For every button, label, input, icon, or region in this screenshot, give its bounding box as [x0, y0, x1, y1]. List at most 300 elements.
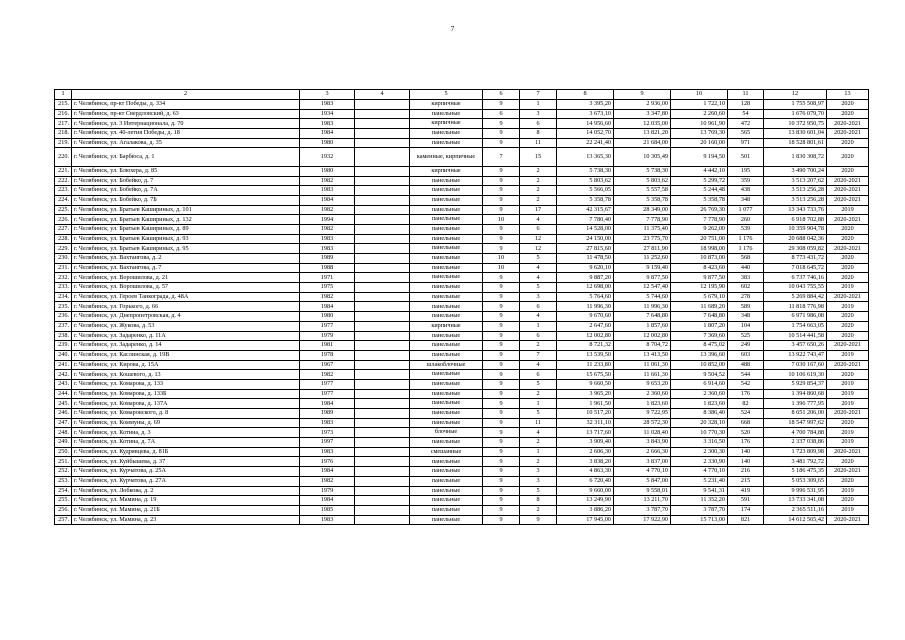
cell-total-area: 5 358,78 [557, 195, 614, 205]
cell-repair-cost: 10 372 950,75 [764, 119, 827, 129]
cell-reconstruction-year [355, 486, 410, 496]
cell-entrances: 6 [520, 302, 557, 312]
table-row [55, 186, 869, 196]
cell-row-number: 224. [55, 195, 72, 205]
table-row [55, 215, 869, 225]
cell-floors: 9 [483, 166, 520, 176]
cell-residential-area-owned: 9 541,31 [671, 486, 728, 496]
cell-address: г. Челябинск, ул. Кудрявцева, д. 81Б [72, 447, 300, 457]
cell-total-area: 13 249,90 [557, 496, 614, 506]
cell-residential-area: 2 666,30 [614, 447, 671, 457]
table-row [55, 360, 869, 370]
cell-residential-area: 3 843,90 [614, 438, 671, 448]
cell-total-area: 8 721,32 [557, 341, 614, 351]
cell-residential-area-owned: 4 770,10 [671, 467, 728, 477]
cell-address: г. Челябинск, ул. Днепропетровская, д. 4 [72, 312, 300, 322]
cell-repair-cost: 5 269 884,42 [764, 292, 827, 302]
cell-total-area: 42 315,67 [557, 205, 614, 215]
cell-residential-area: 1 823,60 [614, 399, 671, 409]
cell-row-number: 226. [55, 215, 72, 225]
cell-residential-area: 5 847,00 [614, 476, 671, 486]
cell-row-number: 245. [55, 399, 72, 409]
cell-residents: 348 [728, 195, 764, 205]
cell-row-number: 252. [55, 467, 72, 477]
cell-total-area: 11 996,30 [557, 302, 614, 312]
cell-residential-area-owned: 1 722,10 [671, 100, 728, 110]
cell-residents: 54 [728, 109, 764, 119]
cell-repair-cost: 1 676 079,70 [764, 109, 827, 119]
cell-address: г. Челябинск, ул. Коммуны, д. 69 [72, 418, 300, 428]
cell-residential-area: 11 375,40 [614, 224, 671, 234]
cell-address: г. Челябинск, ул. Комаровского, д. 8 [72, 409, 300, 419]
cell-residential-area-owned: 10 852,00 [671, 360, 728, 370]
cell-wall-material: панельные [410, 399, 483, 409]
cell-total-area: 32 311,10 [557, 418, 614, 428]
cell-total-area: 6 720,40 [557, 476, 614, 486]
cell-address: г. Челябинск, ул. Мамина, д. 21Б [72, 505, 300, 515]
cell-commission-year: 1971 [300, 273, 355, 283]
cell-floors: 9 [483, 438, 520, 448]
table-body [55, 100, 869, 525]
table-row [55, 176, 869, 186]
cell-repair-cost: 14 612 565,42 [764, 515, 827, 525]
cell-residents: 176 [728, 389, 764, 399]
cell-repair-cost: 5 929 854,37 [764, 379, 827, 389]
cell-planned-period: 2020-2021 [827, 360, 869, 370]
cell-planned-period: 2020 [827, 496, 869, 506]
cell-commission-year: 1934 [300, 109, 355, 119]
cell-residential-area: 9 558,01 [614, 486, 671, 496]
table-row [55, 166, 869, 176]
cell-entrances: 3 [520, 292, 557, 302]
cell-total-area: 9 620,10 [557, 263, 614, 273]
cell-residential-area-owned: 13 396,60 [671, 350, 728, 360]
cell-residential-area-owned: 20 160,00 [671, 138, 728, 148]
cell-address: г. Челябинск, ул. Курчатова, д. 27А [72, 476, 300, 486]
cell-floors: 9 [483, 457, 520, 467]
cell-address: г. Челябинск, ул. Братьев Кашириных, д. 93 [72, 234, 300, 244]
cell-commission-year: 1981 [300, 341, 355, 351]
column-header-10: 10 [671, 90, 728, 100]
cell-wall-material: кирпичные [410, 321, 483, 331]
column-number-row [55, 90, 869, 100]
cell-reconstruction-year [355, 292, 410, 302]
cell-floors: 9 [483, 428, 520, 438]
cell-repair-cost: 1 830 308,72 [764, 148, 827, 166]
cell-commission-year: 1983 [300, 515, 355, 525]
cell-reconstruction-year [355, 186, 410, 196]
cell-planned-period: 2020 [827, 254, 869, 264]
cell-entrances: 9 [520, 515, 557, 525]
table-row [55, 302, 869, 312]
cell-total-area: 17 945,00 [557, 515, 614, 525]
cell-residential-area-owned: 5 231,40 [671, 476, 728, 486]
cell-row-number: 241. [55, 360, 72, 370]
cell-planned-period: 2020 [827, 457, 869, 467]
cell-wall-material: кирпичные [410, 166, 483, 176]
cell-wall-material: панельные [410, 505, 483, 515]
cell-floors: 9 [483, 195, 520, 205]
table-row [55, 138, 869, 148]
cell-floors: 9 [483, 496, 520, 506]
cell-address: г. Челябинск, ул. Братьев Кашириных, д. 132 [72, 215, 300, 225]
cell-entrances: 5 [520, 379, 557, 389]
cell-commission-year: 1982 [300, 176, 355, 186]
cell-total-area: 5 764,60 [557, 292, 614, 302]
cell-residential-area: 13 821,20 [614, 129, 671, 139]
cell-commission-year: 1984 [300, 195, 355, 205]
cell-floors: 7 [483, 148, 520, 166]
cell-residents: 82 [728, 399, 764, 409]
cell-total-area: 2 647,60 [557, 321, 614, 331]
cell-wall-material: панельные [410, 263, 483, 273]
cell-residential-area-owned: 3 787,70 [671, 505, 728, 515]
cell-residential-area: 8 704,72 [614, 341, 671, 351]
cell-planned-period: 2019 [827, 302, 869, 312]
cell-residential-area-owned: 10 961,90 [671, 119, 728, 129]
cell-residential-area-owned: 10 873,00 [671, 254, 728, 264]
column-header-2: 2 [72, 90, 300, 100]
cell-planned-period: 2020-2021 [827, 176, 869, 186]
cell-commission-year: 1932 [300, 148, 355, 166]
cell-entrances: 8 [520, 496, 557, 506]
column-header-13: 13 [827, 90, 869, 100]
cell-total-area: 13 539,50 [557, 350, 614, 360]
cell-wall-material: панельные [410, 486, 483, 496]
cell-reconstruction-year [355, 467, 410, 477]
cell-repair-cost: 5 186 475,35 [764, 467, 827, 477]
cell-residents: 821 [728, 515, 764, 525]
cell-repair-cost: 3 490 700,24 [764, 166, 827, 176]
cell-total-area: 22 241,40 [557, 138, 614, 148]
cell-reconstruction-year [355, 215, 410, 225]
table-row [55, 467, 869, 477]
cell-wall-material: панельные [410, 254, 483, 264]
cell-wall-material: панельные [410, 496, 483, 506]
cell-repair-cost: 7 030 167,60 [764, 360, 827, 370]
cell-entrances: 12 [520, 234, 557, 244]
cell-total-area: 3 965,20 [557, 389, 614, 399]
cell-entrances: 3 [520, 467, 557, 477]
cell-reconstruction-year [355, 350, 410, 360]
cell-repair-cost: 29 308 059,82 [764, 244, 827, 254]
cell-floors: 9 [483, 360, 520, 370]
cell-commission-year: 1977 [300, 389, 355, 399]
cell-wall-material: панельные [410, 205, 483, 215]
cell-row-number: 227. [55, 224, 72, 234]
cell-residents: 216 [728, 467, 764, 477]
cell-entrances: 4 [520, 312, 557, 322]
cell-repair-cost: 9 996 531,95 [764, 486, 827, 496]
cell-residential-area-owned: 2 300,30 [671, 447, 728, 457]
cell-row-number: 217. [55, 119, 72, 129]
cell-residential-area-owned: 6 914,60 [671, 379, 728, 389]
cell-repair-cost: 8 773 431,72 [764, 254, 827, 264]
cell-planned-period: 2020-2021 [827, 515, 869, 525]
table-row [55, 224, 869, 234]
cell-residential-area: 27 811,90 [614, 244, 671, 254]
cell-address: г. Челябинск, ул. Кирова, д. 15А [72, 360, 300, 370]
column-header-11: 11 [728, 90, 764, 100]
cell-repair-cost: 4 700 784,88 [764, 428, 827, 438]
cell-commission-year: 1983 [300, 234, 355, 244]
cell-row-number: 250. [55, 447, 72, 457]
cell-row-number: 233. [55, 283, 72, 293]
cell-entrances: 3 [520, 476, 557, 486]
table-row [55, 292, 869, 302]
cell-row-number: 238. [55, 331, 72, 341]
cell-repair-cost: 1 396 777,95 [764, 399, 827, 409]
cell-residential-area: 10 305,49 [614, 148, 671, 166]
table-row [55, 119, 869, 129]
cell-row-number: 223. [55, 186, 72, 196]
cell-commission-year: 1983 [300, 119, 355, 129]
cell-repair-cost: 8 651 206,00 [764, 409, 827, 419]
cell-wall-material: панельные [410, 331, 483, 341]
cell-entrances: 5 [520, 409, 557, 419]
cell-residential-area-owned: 8 386,40 [671, 409, 728, 419]
cell-residential-area: 12 035,00 [614, 119, 671, 129]
cell-repair-cost: 6 971 986,08 [764, 312, 827, 322]
cell-wall-material: панельные [410, 370, 483, 380]
cell-commission-year: 1983 [300, 186, 355, 196]
cell-residential-area: 9 159,40 [614, 263, 671, 273]
cell-entrances: 2 [520, 186, 557, 196]
cell-wall-material: кирпичные [410, 100, 483, 110]
cell-planned-period: 2020 [827, 224, 869, 234]
table-row [55, 447, 869, 457]
housing-register-table [54, 89, 869, 525]
cell-reconstruction-year [355, 244, 410, 254]
cell-residential-area-owned: 9 262,00 [671, 224, 728, 234]
cell-wall-material: панельные [410, 215, 483, 225]
cell-address: г. Челябинск, ул. Комарова, д. 133Б [72, 389, 300, 399]
cell-wall-material: панельные [410, 409, 483, 419]
cell-repair-cost: 1 394 860,68 [764, 389, 827, 399]
cell-row-number: 244. [55, 389, 72, 399]
cell-wall-material: панельные [410, 302, 483, 312]
cell-residential-area: 11 061,30 [614, 360, 671, 370]
cell-floors: 9 [483, 370, 520, 380]
cell-floors: 9 [483, 224, 520, 234]
cell-wall-material: панельные [410, 418, 483, 428]
cell-total-area: 7 780,40 [557, 215, 614, 225]
cell-repair-cost: 13 922 743,47 [764, 350, 827, 360]
cell-total-area: 12 002,80 [557, 331, 614, 341]
cell-commission-year: 1988 [300, 263, 355, 273]
cell-wall-material: шлакоблочные [410, 360, 483, 370]
cell-planned-period: 2019 [827, 438, 869, 448]
cell-total-area: 3 395,20 [557, 100, 614, 110]
cell-address: г. Челябинск, ул. Братьев Кашириных, д. 89 [72, 224, 300, 234]
cell-entrances: 2 [520, 341, 557, 351]
cell-row-number: 221. [55, 166, 72, 176]
cell-reconstruction-year [355, 148, 410, 166]
cell-total-area: 5 803,62 [557, 176, 614, 186]
cell-residential-area-owned: 5 679,10 [671, 292, 728, 302]
cell-planned-period: 2019 [827, 389, 869, 399]
cell-wall-material: панельные [410, 273, 483, 283]
cell-residential-area: 17 922,90 [614, 515, 671, 525]
cell-residents: 260 [728, 215, 764, 225]
cell-entrances: 1 [520, 321, 557, 331]
cell-entrances: 7 [520, 350, 557, 360]
cell-residential-area-owned: 4 442,10 [671, 166, 728, 176]
cell-residential-area: 11 996,30 [614, 302, 671, 312]
cell-entrances: 6 [520, 119, 557, 129]
cell-total-area: 1 961,50 [557, 399, 614, 409]
cell-residential-area: 13 211,70 [614, 496, 671, 506]
cell-address: г. Челябинск, ул. Котина, д. 3 [72, 428, 300, 438]
cell-commission-year: 1984 [300, 302, 355, 312]
cell-wall-material: панельные [410, 224, 483, 234]
cell-row-number: 218. [55, 129, 72, 139]
cell-address: г. Челябинск, ул. Задаренко, д. 14 [72, 341, 300, 351]
cell-commission-year: 1984 [300, 467, 355, 477]
cell-wall-material: панельные [410, 379, 483, 389]
cell-address: г. Челябинск, пр-кт Победы, д. 334 [72, 100, 300, 110]
cell-row-number: 257. [55, 515, 72, 525]
cell-row-number: 219. [55, 138, 72, 148]
cell-reconstruction-year [355, 505, 410, 515]
cell-wall-material: панельные [410, 109, 483, 119]
cell-total-area: 5 566,05 [557, 186, 614, 196]
cell-planned-period: 2020 [827, 312, 869, 322]
cell-wall-material: панельные [410, 350, 483, 360]
cell-address: г. Челябинск, ул. Вахтангова, д. 7 [72, 263, 300, 273]
cell-repair-cost: 10 106 619,30 [764, 370, 827, 380]
cell-residential-area-owned: 8 423,60 [671, 263, 728, 273]
cell-residential-area-owned: 8 475,02 [671, 341, 728, 351]
cell-entrances: 4 [520, 428, 557, 438]
cell-entrances: 4 [520, 360, 557, 370]
cell-residents: 520 [728, 428, 764, 438]
cell-wall-material: панельные [410, 292, 483, 302]
cell-total-area: 3 673,10 [557, 109, 614, 119]
table-row [55, 254, 869, 264]
page-number: 7 [450, 24, 455, 33]
cell-repair-cost: 18 528 801,61 [764, 138, 827, 148]
cell-residential-area-owned: 7 778,90 [671, 215, 728, 225]
column-header-9: 9 [614, 90, 671, 100]
cell-total-area: 15 675,50 [557, 370, 614, 380]
cell-address: г. Челябинск, ул. Кошевого, д. 13 [72, 370, 300, 380]
cell-reconstruction-year [355, 176, 410, 186]
cell-planned-period: 2020-2021 [827, 244, 869, 254]
cell-residential-area: 3 837,00 [614, 457, 671, 467]
cell-residents: 542 [728, 379, 764, 389]
column-header-7: 7 [520, 90, 557, 100]
cell-row-number: 251. [55, 457, 72, 467]
cell-residential-area: 5 803,62 [614, 176, 671, 186]
cell-floors: 9 [483, 244, 520, 254]
cell-planned-period: 2020 [827, 263, 869, 273]
table-row [55, 148, 869, 166]
cell-wall-material: панельные [410, 283, 483, 293]
cell-residents: 591 [728, 496, 764, 506]
cell-floors: 9 [483, 292, 520, 302]
cell-floors: 9 [483, 176, 520, 186]
cell-reconstruction-year [355, 302, 410, 312]
cell-residents: 195 [728, 166, 764, 176]
cell-planned-period: 2019 [827, 205, 869, 215]
cell-residents: 249 [728, 341, 764, 351]
cell-residential-area-owned: 9 194,50 [671, 148, 728, 166]
cell-row-number: 216. [55, 109, 72, 119]
table-row [55, 205, 869, 215]
cell-commission-year: 1977 [300, 321, 355, 331]
cell-planned-period: 2019 [827, 379, 869, 389]
cell-planned-period: 2020 [827, 476, 869, 486]
cell-commission-year: 1984 [300, 496, 355, 506]
cell-row-number: 249. [55, 438, 72, 448]
cell-repair-cost: 7 018 645,72 [764, 263, 827, 273]
cell-floors: 9 [483, 467, 520, 477]
cell-residential-area-owned: 5 358,78 [671, 195, 728, 205]
cell-residential-area: 9 653,20 [614, 379, 671, 389]
table-row [55, 370, 869, 380]
cell-entrances: 11 [520, 418, 557, 428]
cell-residents: 1 176 [728, 234, 764, 244]
cell-wall-material: панельные [410, 341, 483, 351]
cell-residents: 438 [728, 186, 764, 196]
cell-planned-period: 2019 [827, 283, 869, 293]
table-row [55, 129, 869, 139]
cell-residential-area: 3 347,80 [614, 109, 671, 119]
cell-repair-cost: 6 737 746,16 [764, 273, 827, 283]
cell-repair-cost: 3 513 256,28 [764, 186, 827, 196]
cell-reconstruction-year [355, 234, 410, 244]
cell-residential-area: 11 028,40 [614, 428, 671, 438]
table-row [55, 350, 869, 360]
cell-commission-year: 1989 [300, 254, 355, 264]
cell-total-area: 3 886,20 [557, 505, 614, 515]
cell-residential-area: 7 778,90 [614, 215, 671, 225]
cell-residents: 348 [728, 312, 764, 322]
cell-address: г. Челябинск, ул. Блюхера, д. 85 [72, 166, 300, 176]
cell-total-area: 27 815,60 [557, 244, 614, 254]
cell-reconstruction-year [355, 273, 410, 283]
cell-row-number: 232. [55, 273, 72, 283]
cell-total-area: 11 478,50 [557, 254, 614, 264]
cell-residents: 440 [728, 263, 764, 273]
cell-reconstruction-year [355, 138, 410, 148]
cell-row-number: 220. [55, 148, 72, 166]
cell-residential-area-owned: 18 998,00 [671, 244, 728, 254]
cell-commission-year: 1980 [300, 138, 355, 148]
column-header-8: 8 [557, 90, 614, 100]
cell-row-number: 229. [55, 244, 72, 254]
cell-residents: 419 [728, 486, 764, 496]
cell-entrances: 6 [520, 370, 557, 380]
cell-address: г. Челябинск, ул. Котина, д. 7А [72, 438, 300, 448]
cell-residential-area-owned: 2 330,90 [671, 457, 728, 467]
table-row [55, 457, 869, 467]
cell-entrances: 5 [520, 486, 557, 496]
cell-commission-year: 1984 [300, 129, 355, 139]
cell-residential-area-owned: 1 823,60 [671, 399, 728, 409]
cell-row-number: 254. [55, 486, 72, 496]
cell-residents: 539 [728, 224, 764, 234]
table-row [55, 418, 869, 428]
cell-entrances: 2 [520, 195, 557, 205]
cell-entrances: 4 [520, 273, 557, 283]
cell-residential-area-owned: 3 316,50 [671, 438, 728, 448]
cell-planned-period: 2019 [827, 428, 869, 438]
cell-planned-period: 2020-2021 [827, 409, 869, 419]
cell-planned-period: 2019 [827, 399, 869, 409]
cell-address: г. Челябинск, ул. Мамина, д. 23 [72, 515, 300, 525]
